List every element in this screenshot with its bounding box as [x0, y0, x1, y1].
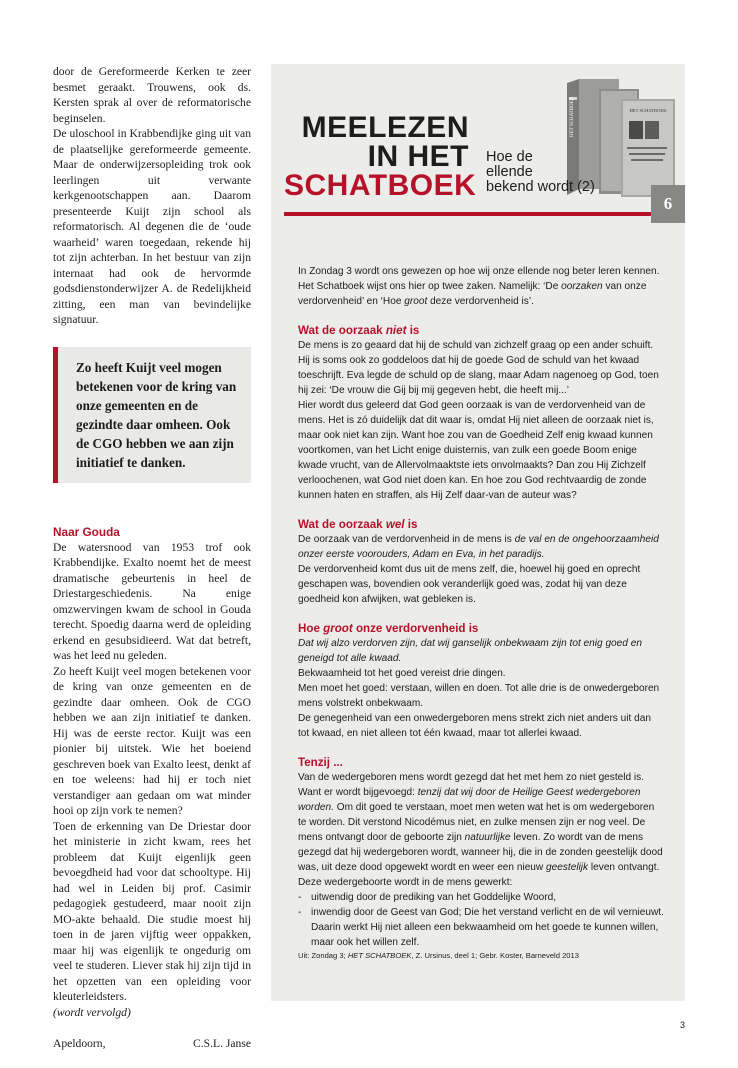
list-item: - uitwendig door de prediking van het Goddelijke Woord, [298, 890, 664, 905]
article-paragraph: Van de wedergeboren mens wordt gezegd dat het met hem zo niet gesteld is. Want er wordt bijgevoegd: tenzij dat wij door de Heilige Geest wedergeboren worden. Om dit goed te verstaan, moet men weten wat het is om wedergeboren te worden. Dit verstond Nicodémus niet, en zulke mensen zijn er nog veel. De mens ontvangt door de geboorte zijn natuurlijke leven. Zo wordt van de mens gezegd dat hij wedergeboren wordt, wanneer hij, die in de zonden geestelijk dood was, uit deze dood opgewekt wordt en weer een nieuw geestelijk leven ontvangt. [298, 772, 663, 873]
subtitle-line: Hoe de [486, 149, 533, 165]
rebirth-list [298, 890, 664, 950]
continued-note: (wordt vervolgd) [53, 1005, 131, 1019]
left-paragraph: door de Gereformeerde Kerken te zeer besmet geraakt. Trouwens, ook ds. Kersten sprak al over de reformatorische beginselen. [53, 65, 251, 125]
title-line-3: SCHATBOEK [284, 169, 477, 202]
book-spine-title: HET SCHATBOEK [570, 96, 575, 137]
page-number: 3 [680, 1020, 686, 1030]
left-paragraph: Toen de erkenning van De Driestar door het ministerie in zicht kwam, rees het probleem dat Kuijt eigenlijk geen bevoegdheid had voor dat schooltype. Hij had wel in Leiden bij prof. Casimir pedagogiek gestudeerd, maar nooit zijn MO-akte behaald. Die studie moest hij toen in de jaren vijftig weer oppakken, maar hij was eigenlijk te ongedurig om veel te studeren. Liever stak hij zijn tijd in het opzetten van een opleiding voor kleuterleidsters. [53, 819, 251, 1003]
section-heading-tenzij: Tenzij ... [298, 756, 343, 769]
pull-quote: Zo heeft Kuijt veel mogen betekenen voor de kring van onze gemeenten en de gezindte daar omheen. Ook de CGO hebben we aan zijn initiatief te danken. [53, 347, 251, 483]
article-body [298, 264, 664, 961]
section-heading-wel: Wat de oorzaak wel is [298, 518, 418, 531]
article-paragraph: De oorzaak van de verdorvenheid in de mens is de val en de ongehoorzaamheid onzer eerste voorouders, Adam en Eva, in het paradijs. [298, 534, 659, 560]
article-paragraph: Deze wedergeboorte wordt in de mens gewerkt: [298, 877, 513, 888]
article-paragraph: De mens is zo geaard dat hij de schuld van zichzelf graag op een ander schuift. Hij is soms ook zo goddeloos dat hij de goede God de schuld van het kwaad toeschrijft. Eva legde de schuld op de slang, maar Adam nagenoeg op God, toen hij zei: ‘De vrouw die Gij bij mij gegeven hebt, die heeft mij...’ [298, 340, 659, 396]
article-paragraph: De verdorvenheid komt dus uit de mens zelf, die, hoewel hij goed en oprecht geschapen was, bovendien ook veranderlijk goed was, zodat hij van deze goedheid kon afwijken, wat gebleken is. [298, 564, 641, 605]
title-line-2: IN HET [367, 140, 469, 173]
section-heading-naar-gouda: Naar Gouda [53, 524, 120, 539]
book-cover-title: HET SCHATBOEK [629, 108, 667, 113]
source-credit: Uit: Zondag 3; HET SCHATBOEK, Z. Ursinus, deel 1; Gebr. Koster, Barneveld 2013 [298, 951, 579, 960]
article-paragraph: Men moet het goed: verstaan, willen en doen. Tot alle drie is de onwedergeboren mens volstrekt onbekwaam. [298, 683, 660, 709]
title-underline [284, 212, 651, 216]
signature-author: C.S.L. Janse [193, 1037, 251, 1050]
article-subtitle [486, 150, 626, 195]
left-paragraph: De uloschool in Krabbendijke ging uit van de plaatselijke gereformeerde gemeente. Maar de onderwijzersopleiding trok ook leerlingen uit verwante kerkgenootschappen aan. Daarom presenteerde Kuijt zijn school als reformatorisch. Al degenen die de ‘oude waarheid’ waren toegedaan, rekende hij tot zijn achterban. In het bestuur van zijn internaat had ook de hervormde godsdienstonderwijzer A. de Redelijkheid zitting, een man van bevindelijke signatuur. [53, 127, 251, 326]
title-line-1: MEELEZEN [301, 111, 469, 144]
left-column [53, 64, 251, 1052]
subtitle-line: bekend wordt (2) [486, 179, 595, 195]
article-paragraph: Hier wordt dus geleerd dat God geen oorzaak is van de verdorvenheid van de mens. Het is zó duidelijk dat dit waar is, omdat Hij niet alleen de oorzaak niet is, maar ook niet kan zijn. Want hoe zou van de Goedheid Zelf enig kwaad kunnen voortkomen, van het Licht enige duisternis, van zulk een goede Boom enige kwade vrucht, van de Allervolmaaktste iets onvolmaakts? Dan zou Hij Zichzelf verloochenen, wat God niet doen kan. En hoe zou God rechtvaardig de zonde kunnen haten en straffen, als Hij Zelf daar-van de auteur was? [298, 400, 654, 501]
section-heading-niet: Wat de oorzaak niet is [298, 324, 420, 337]
left-paragraph: De watersnood van 1953 trof ook Krabbendijke. Exalto noemt het de meest dramatische gebeurtenis in heel de Driestargeschiedenis. Na enige omzwervingen kwam de school in Gouda terecht. Spoedig daarna werd de opleiding erkend en gesubsidieerd. Wat dat betreft, was het leed nu geleden. [53, 540, 251, 662]
intro-paragraph: In Zondag 3 wordt ons gewezen op hoe wij onze ellende nog beter leren kennen. Het Schatboek wijst ons hier op twee zaken. Namelijk: ‘De oorzaken van onze verdorvenheid’ en ‘Hoe groot deze verdorvenheid is’. [298, 266, 660, 307]
section-heading-groot: Hoe groot onze verdorvenheid is [298, 622, 479, 635]
left-paragraph: Zo heeft Kuijt veel mogen betekenen voor de kring van onze gemeenten en de gezindte daar omheen. Ook de CGO hebben we aan zijn initiatief te danken. Hij was de eerste rector. Kuijt was een pionier bij uitstek. Wie het boeiend geschreven boek van Exalto leest, denkt af en toe weleens: had hij er toch niet verstandiger aan gedaan om wat minder hooi op zijn vork te nemen? [53, 664, 251, 817]
signature [53, 1036, 251, 1052]
signature-place: Apeldoorn, [53, 1037, 106, 1050]
article-paragraph: Dat wij alzo verdorven zijn, dat wij ganselijk onbekwaam zijn tot enig goed en geneigd tot alle kwaad. [298, 638, 642, 664]
list-item: - inwendig door de Geest van God; Die het verstand verlicht en de wil vernieuwt. Daarin werkt Hij niet alleen een bekwaamheid om het goede te kunnen willen, maar ook het willen zelf. [298, 905, 664, 950]
article-paragraph: De genegenheid van een onwedergeboren mens strekt zich niet anders uit dan tot kwaad, en niet alleen tot één kwaad, maar tot allerlei kwaad. [298, 713, 651, 739]
episode-number-badge: 6 [651, 185, 685, 223]
series-title [284, 111, 477, 202]
article-paragraph: Bekwaamheid tot het goed vereist drie dingen. [298, 668, 506, 679]
subtitle-line: ellende [486, 164, 533, 180]
